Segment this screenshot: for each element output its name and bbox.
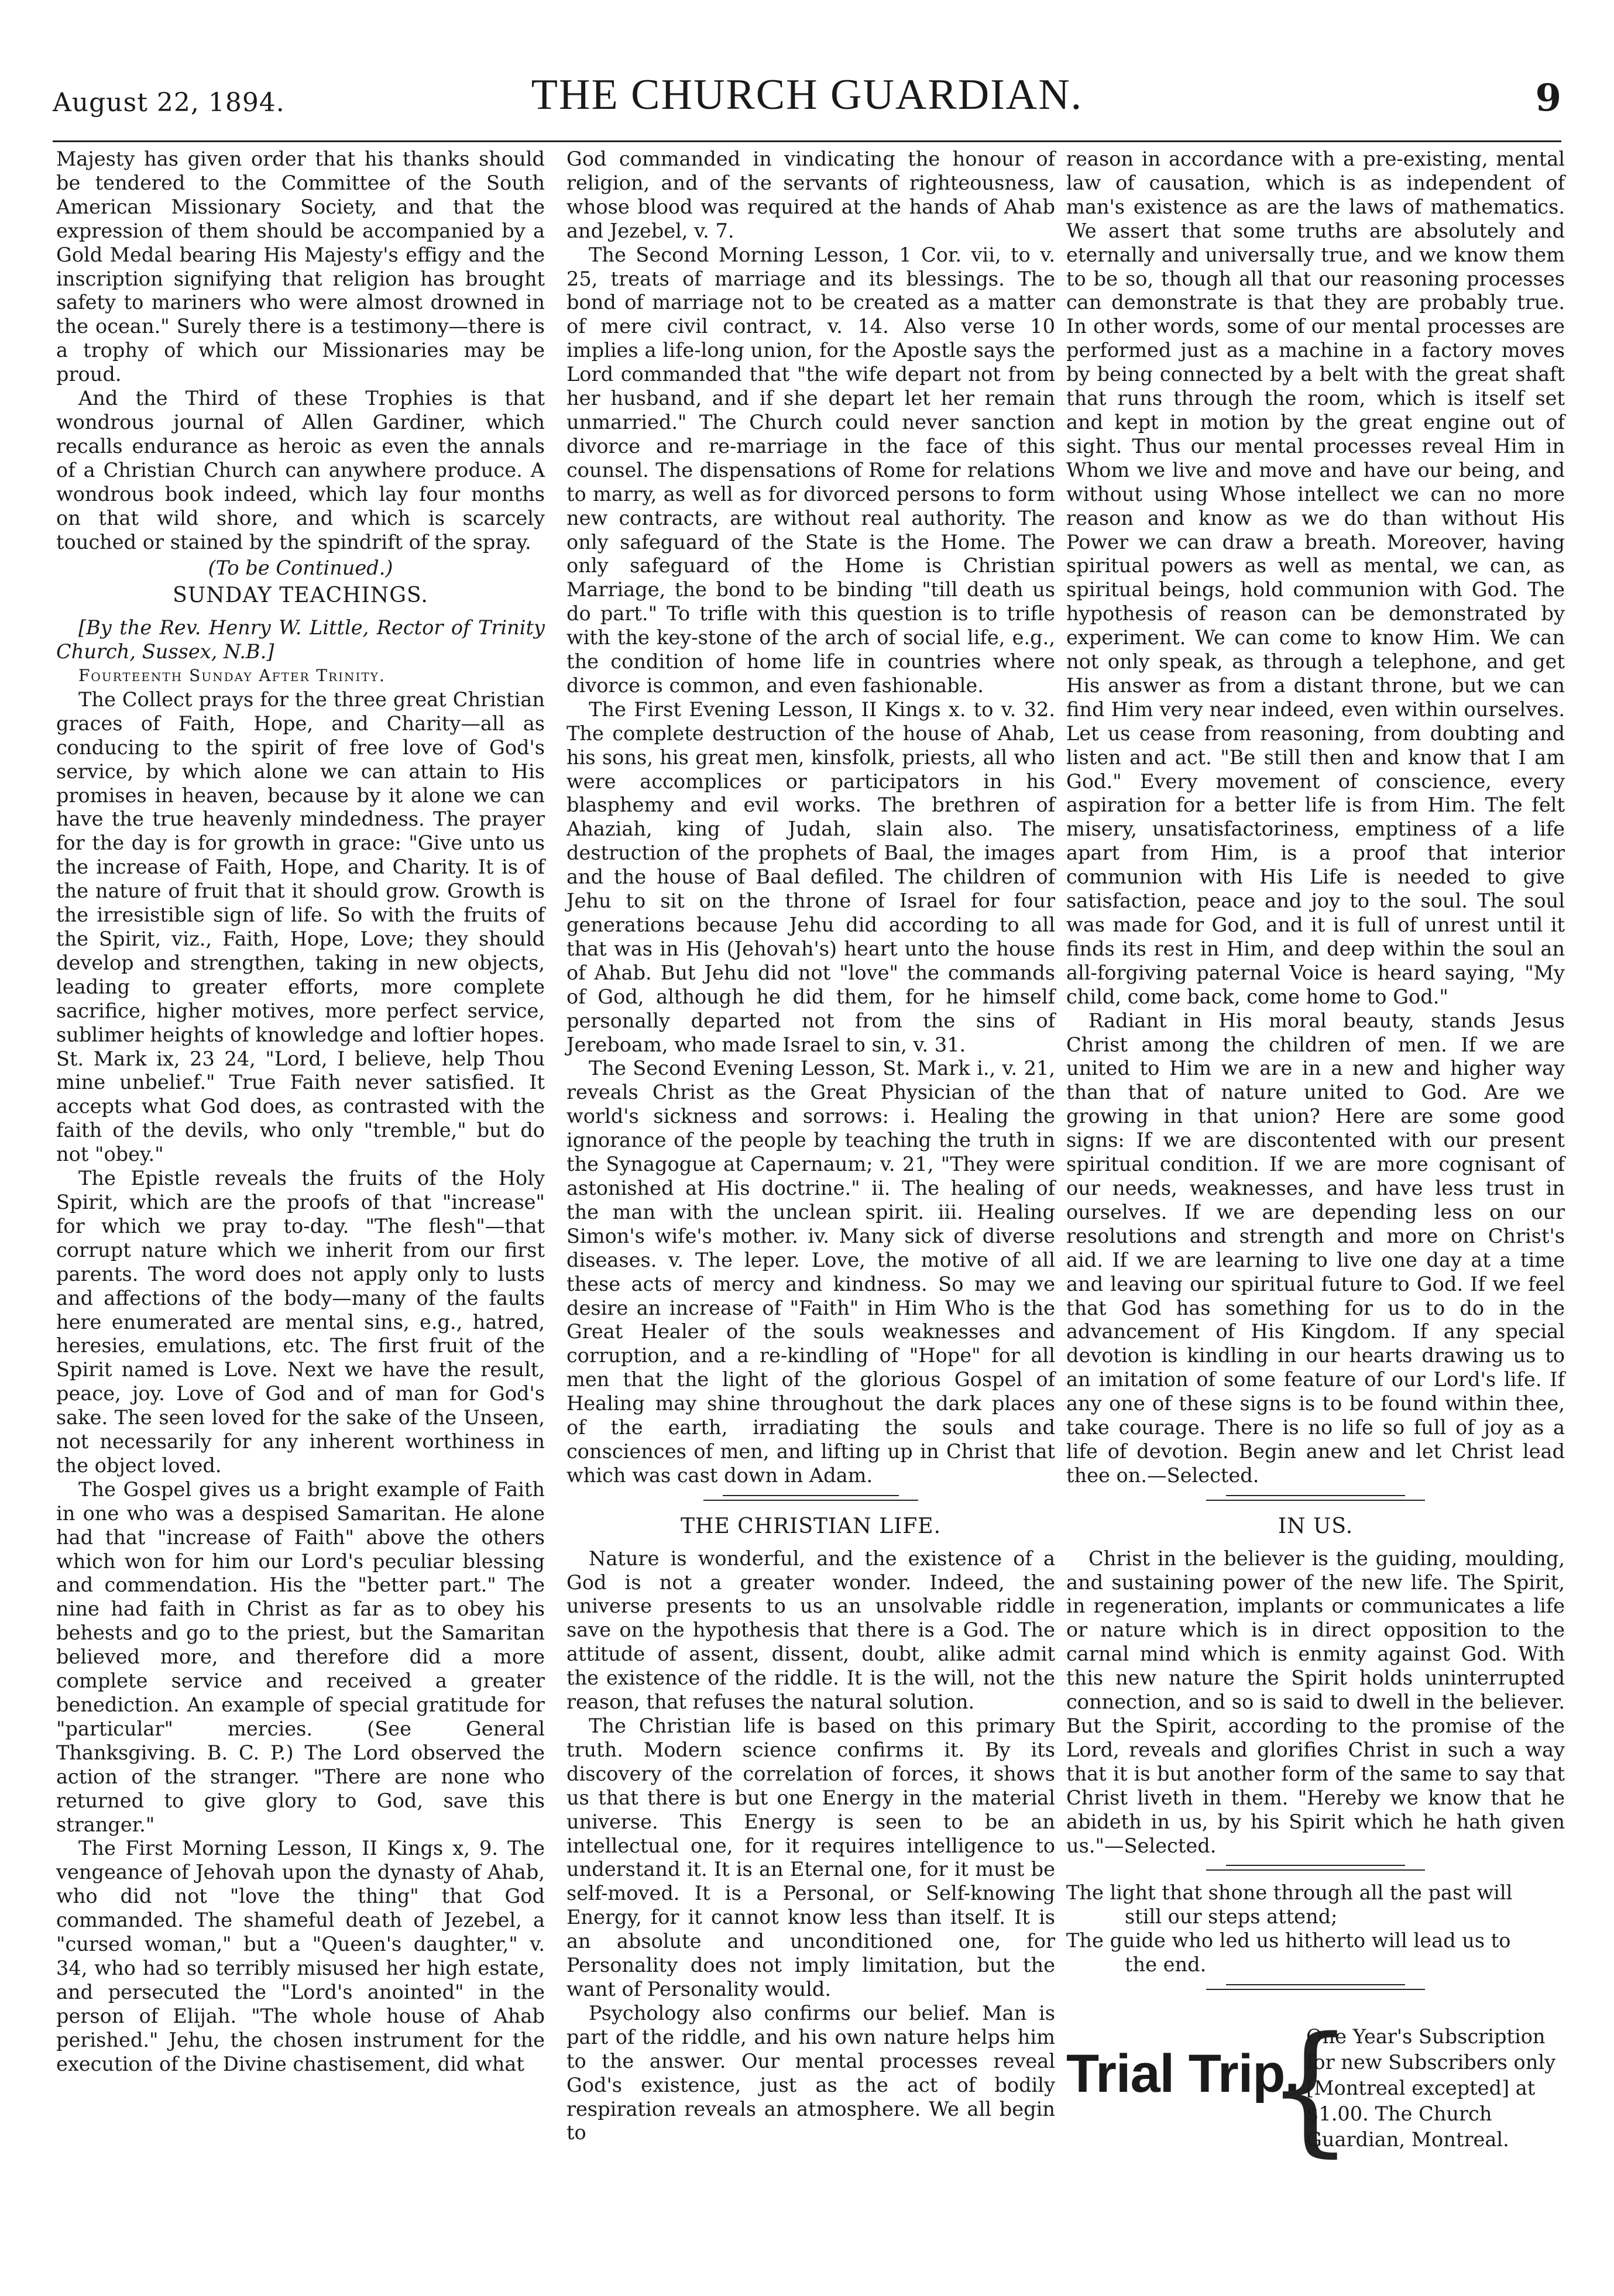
paragraph: The Epistle reveals the fruits of the Holy Spirit, which are the proofs of that "increase" for which we pray to-day. "The flesh"—that corrupt nature which we inherit from our first parents. The word does not apply only to lusts and affections of the body—many of the faults here enumerated are mental sins, e.g., hatred, heresies, emulations, etc. The first fruit of the Spirit named is Love. Next we have the result, peace, joy. Love of God and of man for God's sake. The seen loved for the sake of the Unseen, not necessarily for any inherent worthiness in the object loved. [56, 1167, 545, 1477]
verse-line: still our steps attend; [1125, 1905, 1338, 1929]
verse-line: the end. [1125, 1953, 1207, 1977]
paragraph: And the Third of these Trophies is that wondrous journal of Allen Gardiner, which recalls endurance as heroic as even the annals of a Christian Church can anywhere produce. A wondrous book indeed, which lay four months on that wild shore, and which is scarcely touched or stained by the spindrift of the spray. [56, 387, 545, 554]
issue-date: August 22, 1894. [53, 88, 285, 118]
newspaper-title: THE CHURCH GUARDIAN. [531, 71, 1083, 119]
section-heading: IN US. [1278, 1514, 1354, 1538]
section-divider [1066, 1858, 1565, 1881]
paragraph: The Collect prays for the three great Christian graces of Faith, Hope, and Charity—all as conducing to the spirit of free love of God's service, by which alone we can attain to His promises in heaven, because by it alone we can have the true heavenly mindedness. The prayer for the day is for growth in grace: "Give unto us the increase of Faith, Hope, and Charity. It is of the nature of fruit that it should grow. Growth is the irresistible sign of life. So with the fruits of the Spirit, viz., Faith, Hope, Love; they should develop and strengthen, taking in new objects, leading to greater efforts, more complete sacrifice, higher motives, more perfect service, sublimer heights of knowledge and loftier hopes. St. Mark ix, 23 24, "Lord, I believe, help Thou mine unbelief." True Faith never satisfied. It accepts what God does, as contrasted with the faith of the devils, who only "tremble," but do not "obey." [56, 688, 545, 1166]
paragraph: The Second Evening Lesson, St. Mark i., v. 21, reveals Christ as the Great Physician of the world's sickness and sorrows: i. Healing the ignorance of the people by teaching the truth in the Synagogue at Capernaum; v. 21, "They were astonished at His doctrine." ii. The healing of the man with the unclean spirit. iii. Healing Simon's wife's mother. iv. Many sick of diverse diseases. v. The leper. Love, the motive of all these acts of mercy and kindness. So may we desire an increase of "Faith" in Him Who is the Great Healer of the souls weaknesses and corruption, and a re-kindling of "Hope" for all men that the light of the glorious Gospel of Healing may shine throughout the dark places of the earth, irradiating the souls and consciences of men, and lifting up in Christ that which was cast down in Adam. [566, 1057, 1055, 1487]
ad-text: One Year's Subscription for new Subscribers only [Montreal excepted] at $1.00. The Church Guardian, Montreal. [1306, 2025, 1556, 2151]
masthead [53, 70, 1561, 135]
masthead-rule [53, 140, 1561, 142]
paragraph: Psychology also confirms our belief. Man is part of the riddle, and his own nature helps him to the answer. Our mental processes reveal God's existence, just as the act of bodily respiration reveals an atmosphere. We all begin to [566, 2001, 1055, 2144]
section-divider [566, 1488, 1055, 1511]
subheading: Fourteenth Sunday After Trinity. [78, 666, 386, 686]
byline: [By the Rev. Henry W. Little, Rector of Trinity Church, Sussex, N.B.] [56, 616, 545, 664]
ad-title: Trial Trip. [1066, 2044, 1300, 2104]
section-divider [1066, 1488, 1565, 1511]
paragraph: reason in accordance with a pre-existing, mental law of causation, which is as independent of man's existence as are the laws of mathematics. We assert that some truths are absolutely and eternally and universally true, and we know them to be so, though all that our reasoning processes can demonstrate is that they are probably true. In other words, some of our mental processes are performed just as a machine in a factory moves by being connected by a belt with the great shaft that runs through the room, which is itself set and kept in motion by the great engine out of sight. Thus our mental processes reveal Him in Whom we live and move and have our being, and without using Whose intellect we can no more reason and know as we do than without His Power we can draw a breath. Moreover, having spiritual powers as well as mental, we can, as spiritual beings, hold communion with God. The hypothesis of reason can be demonstrated by experiment. We can come to know Him. We can not only speak, as through a telephone, and get His answer as from a distant throne, but we can find Him very near indeed, even within ourselves. Let us cease from reasoning, from doubting and listen and act. "Be still then and know that I am God." Every movement of conscience, every aspiration for a better life is from Him. The felt misery, unsatisfactoriness, emptiness of a life apart from Him, is a proof that interior communion with His Life is needed to give satisfaction, peace and joy to the soul. The soul was made for God, and it is full of unrest until it finds its rest in Him, and deep within the soul an all-forgiving paternal Voice is heard saying, "My child, come back, come home to God." [1066, 147, 1565, 1008]
verse [1066, 1881, 1565, 1977]
column-1 [56, 147, 545, 2077]
paragraph: The First Morning Lesson, II Kings x, 9. The vengeance of Jehovah upon the dynasty of Ahab, who did not "love the thing" that God commanded. The shameful death of Jezebel, a "cursed woman," but a "Queen's daughter," v. 34, who had so terribly misused her high estate, and persecuted the "Lord's anointed" in the person of Elijah. "The whole house of Ahab perished." Jehu, the chosen instrument for the execution of the Divine chastisement, did what [56, 1837, 545, 2075]
paragraph: The First Evening Lesson, II Kings x. to v. 32. The complete destruction of the house of Ahab, his sons, his great men, kinsfolk, priests, all who were accomplices or participators in his blasphemy and evil works. The brethren of Ahaziah, king of Judah, slain also. The destruction of the prophets of Baal, the images and the house of Baal defiled. The children of Jehu to sit on the throne of Israel for four generations because Jehu did according to all that was in His (Jehovah's) heart unto the house of Ahab. But Jehu did not "love" the commands of God, although he did them, for he himself personally departed not from the sins of Jereboam, who made Israel to sin, v. 31. [566, 697, 1055, 1056]
subscription-advertisement [1066, 2006, 1565, 2182]
brace-icon: { [1265, 2006, 1355, 2171]
column-3 [1066, 147, 1565, 2182]
paragraph: The Second Morning Lesson, 1 Cor. vii, to v. 25, treats of marriage and its blessings. The bond of marriage not to be created as a matter of mere civil contract, v. 14. Also verse 10 implies a life-long union, for the Apostle says the Lord commanded that "the wife depart not from her husband, and if she depart let her remain unmarried." The Church could never sanction divorce and re-marriage in the face of this counsel. The dispensations of Rome for relations to marry, as well as for divorced persons to form new contracts, are without real authority. The only safeguard of the State is the Home. The only safeguard of the Home is Christian Marriage, the bond to be binding "till death us do part." To trifle with this question is to trifle with the key-stone of the arch of social life, e.g., the condition of home life in countries where divorce is common, and even fashionable. [566, 243, 1055, 697]
paragraph: Radiant in His moral beauty, stands Jesus Christ among the children of men. If we are united to Him we are in a new and higher way than that of nature united to God. Are we growing in that union? Here are some good signs: If we are discontented with our present spiritual condition. If we are more cognisant of our needs, weaknesses, and have less trust in ourselves. If we are depending less on our resolutions and strength and more on Christ's aid. If we are learning to live one day at a time and leaving our spiritual future to God. If we feel that God has something for us to do in the advancement of His Kingdom. If any special devotion is kindling in our hearts drawing us to an imitation of some feature of our Lord's life. If any one of these signs is to be found within thee, take courage. There is no life so full of joy as a life of devotion. Begin anew and let Christ lead thee on.—Selected. [1066, 1009, 1565, 1487]
paragraph: The Christian life is based on this primary truth. Modern science confirms it. By its discovery of the correlation of forces, it shows us that there is but one Energy in the material universe. This Energy is seen to be an intellectual one, for it requires intelligence to understand it. It is an Eternal one, for it must be self-moved. It is a Personal, or Self-knowing Energy, for it cannot know less than itself. It is an absolute and unconditioned one, for Personality does not imply limitation, but the want of Personality would. [566, 1714, 1055, 2001]
verse-line: The guide who led us hitherto will lead us to [1066, 1929, 1511, 1953]
column-2 [566, 147, 1055, 2145]
paragraph: The Gospel gives us a bright example of Faith in one who was a despised Samaritan. He alone had that "increase of Faith" above the others which won for him our Lord's peculiar blessing and commendation. His the "better part." The nine had faith in Christ as far as to obey his behests and go to the priest, but the Samaritan believed more, and therefore did a more complete service and received a greater benediction. An example of special gratitude for "particular" mercies. (See General Thanksgiving. B. C. P.) The Lord observed the action of the stranger. "There are none who returned to give glory to God, save this stranger." [56, 1477, 545, 1836]
section-heading: THE CHRISTIAN LIFE. [680, 1514, 942, 1538]
section-divider [1066, 1977, 1565, 2001]
page-number: 9 [1535, 76, 1561, 120]
section-heading: SUNDAY TEACHINGS. [173, 583, 428, 608]
paragraph: Nature is wonderful, and the existence of a God is not a greater wonder. Indeed, the universe presents to us an unsolvable riddle save on the hypothesis that there is a God. The attitude of assent, dissent, doubt, alike admit the existence of the riddle. It is the will, not the reason, that refuses the natural solution. [566, 1546, 1055, 1714]
continued-note: (To be Continued.) [208, 556, 393, 580]
paragraph: God commanded in vindicating the honour of religion, and of the servants of righteousness, whose blood was required at the hands of Ahab and Jezebel, v. 7. [566, 147, 1055, 242]
paragraph: Christ in the believer is the guiding, moulding, and sustaining power of the new life. The Spirit, in regeneration, implants or communicates a life or nature which is in direct opposition to the carnal mind which is enmity against God. With this new nature the Spirit holds uninterrupted connection, and so is said to dwell in the believer. But the Spirit, according to the promise of the Lord, reveals and glorifies Christ in such a way that it is but another form of the same to say that Christ liveth in them. "Hereby we know that he abideth in us, by his Spirit which he hath given us."—Selected. [1066, 1546, 1565, 1857]
verse-line: The light that shone through all the past will [1066, 1881, 1513, 1905]
paragraph: Majesty has given order that his thanks should be tendered to the Committee of the South American Missionary Society, and that the expression of them should be accompanied by a Gold Medal bearing His Majesty's effigy and the inscription signifying that religion has brought safety to mariners who were almost drowned in the ocean." Surely there is a testimony—there is a trophy of which our Missionaries may be proud. [56, 147, 545, 386]
